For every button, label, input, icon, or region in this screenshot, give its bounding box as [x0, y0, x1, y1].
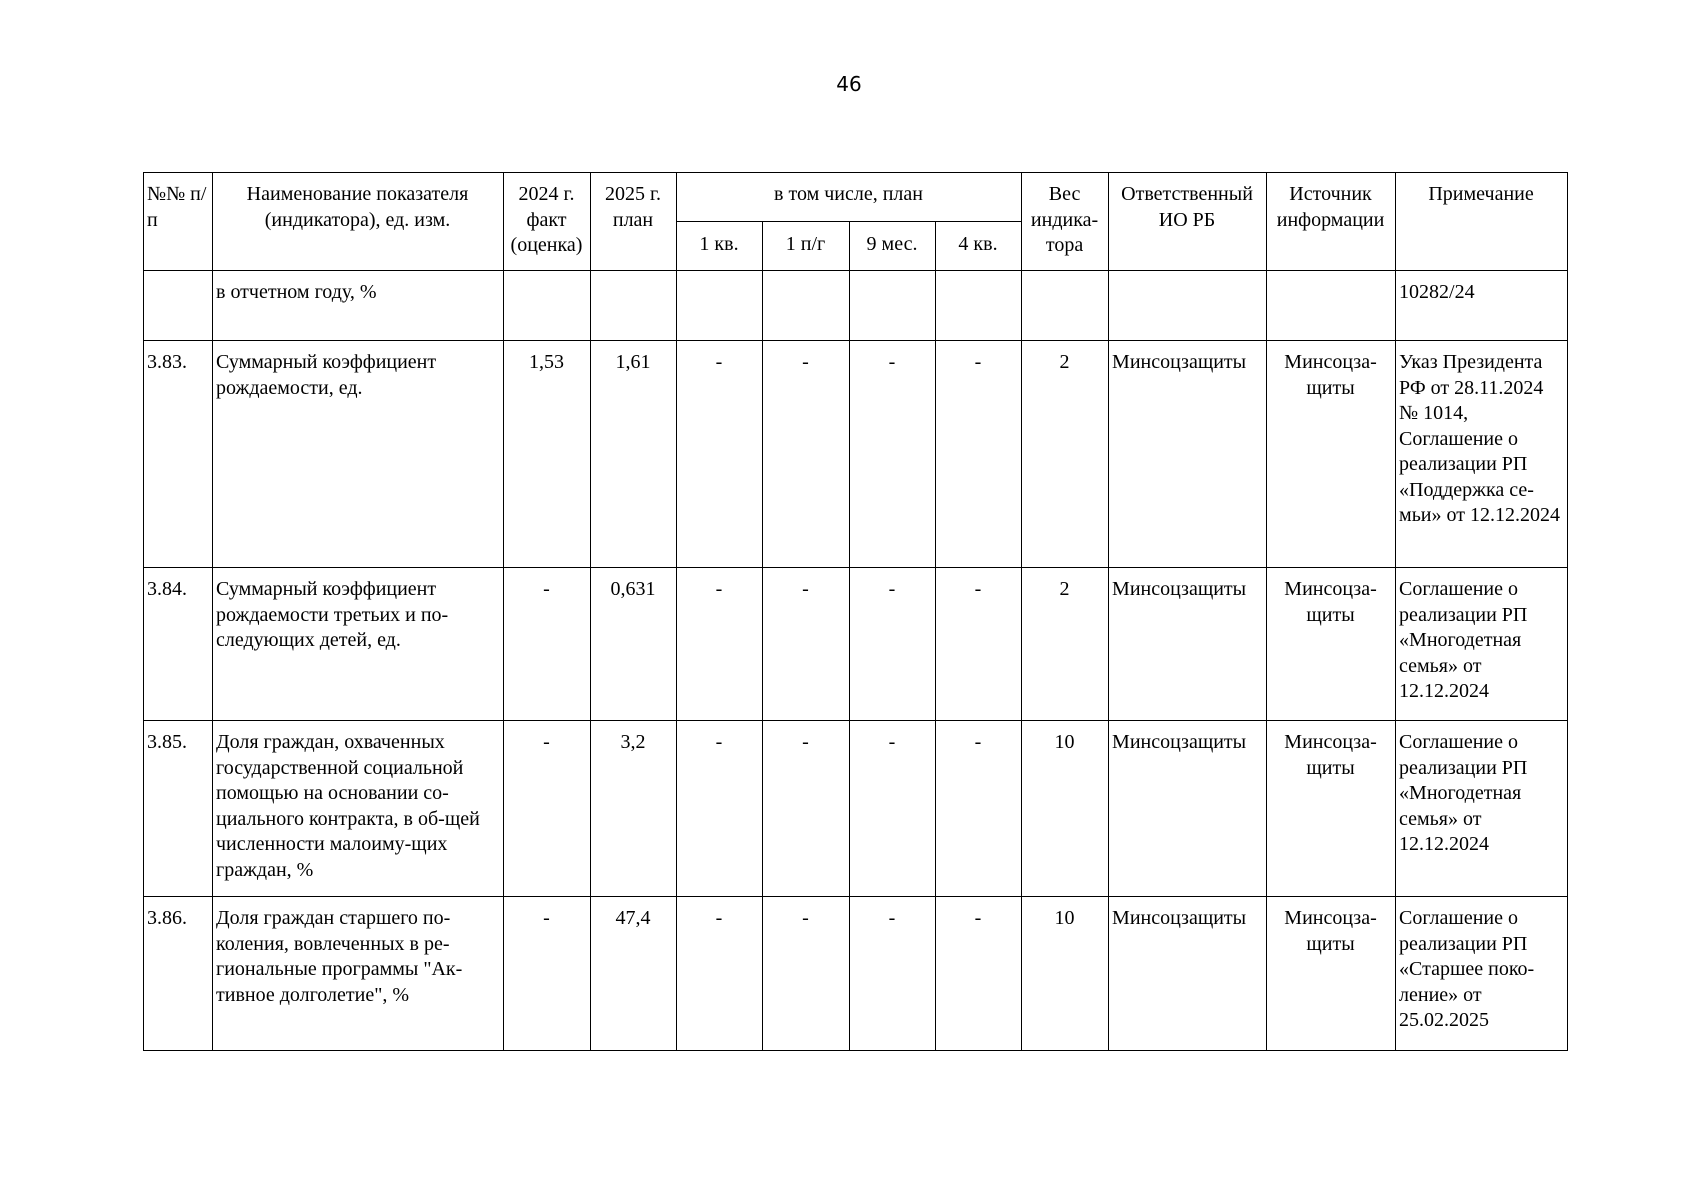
row-q1: - — [677, 568, 763, 721]
row-note: 10282/24 — [1396, 271, 1568, 341]
row-m9: - — [850, 341, 936, 568]
header-note: Примечание — [1396, 173, 1568, 271]
header-h1: 1 п/г — [763, 222, 850, 271]
row-h1: - — [763, 897, 850, 1051]
row-q1: - — [677, 341, 763, 568]
row-name: в отчетном году, % — [213, 271, 504, 341]
row-name: Доля граждан, охваченных государственной социальной помощью на основании со-циального контракта, в об-щей численности малоиму-щих граждан, % — [213, 721, 504, 897]
table-row — [144, 271, 1568, 341]
row-responsible: Минсоцзащиты — [1109, 341, 1267, 568]
row-responsible: Минсоцзащиты — [1109, 897, 1267, 1051]
row-q4: - — [936, 568, 1022, 721]
header-q4: 4 кв. — [936, 222, 1022, 271]
row-name: Суммарный коэффициент рождаемости третьих и по-следующих детей, ед. — [213, 568, 504, 721]
row-source — [1267, 271, 1396, 341]
row-note: Указ Президента РФ от 28.11.2024 № 1014, Соглашение о реализации РП «Поддержка се-мьи» от 12.12.2024 — [1396, 341, 1568, 568]
table-row — [144, 721, 1568, 897]
table-row — [144, 341, 1568, 568]
row-fact-2024: - — [504, 897, 591, 1051]
row-num: 3.83. — [144, 341, 213, 568]
row-source: Минсоцза-щиты — [1267, 721, 1396, 897]
row-source: Минсоцза-щиты — [1267, 341, 1396, 568]
row-source: Минсоцза-щиты — [1267, 897, 1396, 1051]
row-weight: 10 — [1022, 897, 1109, 1051]
row-weight: 2 — [1022, 341, 1109, 568]
header-fact-2024: 2024 г. факт (оценка) — [504, 173, 591, 271]
header-responsible: Ответственный ИО РБ — [1109, 173, 1267, 271]
row-q1: - — [677, 897, 763, 1051]
row-plan-2025: 1,61 — [591, 341, 677, 568]
header-weight: Вес индика-тора — [1022, 173, 1109, 271]
row-num: 3.84. — [144, 568, 213, 721]
header-plan-2025: 2025 г. план — [591, 173, 677, 271]
row-m9: - — [850, 721, 936, 897]
row-responsible — [1109, 271, 1267, 341]
row-responsible: Минсоцзащиты — [1109, 568, 1267, 721]
header-m9: 9 мес. — [850, 222, 936, 271]
row-note: Соглашение о реализации РП «Старшее поко-ление» от 25.02.2025 — [1396, 897, 1568, 1051]
row-m9: - — [850, 897, 936, 1051]
row-q1 — [677, 271, 763, 341]
row-q4: - — [936, 721, 1022, 897]
header-num: №№ п/п — [144, 173, 213, 271]
row-h1: - — [763, 568, 850, 721]
table-row — [144, 897, 1568, 1051]
row-plan-2025: 0,631 — [591, 568, 677, 721]
row-num: 3.85. — [144, 721, 213, 897]
row-h1: - — [763, 341, 850, 568]
row-weight: 2 — [1022, 568, 1109, 721]
row-plan-2025 — [591, 271, 677, 341]
row-note: Соглашение о реализации РП «Многодетная семья» от 12.12.2024 — [1396, 568, 1568, 721]
indicators-table — [143, 172, 1568, 1051]
row-fact-2024: - — [504, 568, 591, 721]
row-plan-2025: 3,2 — [591, 721, 677, 897]
header-q1: 1 кв. — [677, 222, 763, 271]
row-m9 — [850, 271, 936, 341]
row-name: Суммарный коэффициент рождаемости, ед. — [213, 341, 504, 568]
row-q4 — [936, 271, 1022, 341]
row-fact-2024: - — [504, 721, 591, 897]
row-h1: - — [763, 721, 850, 897]
row-weight — [1022, 271, 1109, 341]
row-m9: - — [850, 568, 936, 721]
row-h1 — [763, 271, 850, 341]
page-number: 46 — [836, 72, 862, 96]
header-incl-plan: в том числе, план — [677, 173, 1022, 222]
row-num — [144, 271, 213, 341]
table-row — [144, 568, 1568, 721]
row-fact-2024: 1,53 — [504, 341, 591, 568]
row-q4: - — [936, 897, 1022, 1051]
row-note: Соглашение о реализации РП «Многодетная семья» от 12.12.2024 — [1396, 721, 1568, 897]
row-q1: - — [677, 721, 763, 897]
row-plan-2025: 47,4 — [591, 897, 677, 1051]
row-num: 3.86. — [144, 897, 213, 1051]
header-source: Источник информации — [1267, 173, 1396, 271]
row-source: Минсоцза-щиты — [1267, 568, 1396, 721]
row-q4: - — [936, 341, 1022, 568]
row-responsible: Минсоцзащиты — [1109, 721, 1267, 897]
header-row — [144, 173, 1568, 222]
row-fact-2024 — [504, 271, 591, 341]
header-name: Наименование показателя (индикатора), ед. изм. — [213, 173, 504, 271]
row-weight: 10 — [1022, 721, 1109, 897]
row-name: Доля граждан старшего по-коления, вовлеченных в ре-гиональные программы "Ак-тивное долголетие", % — [213, 897, 504, 1051]
